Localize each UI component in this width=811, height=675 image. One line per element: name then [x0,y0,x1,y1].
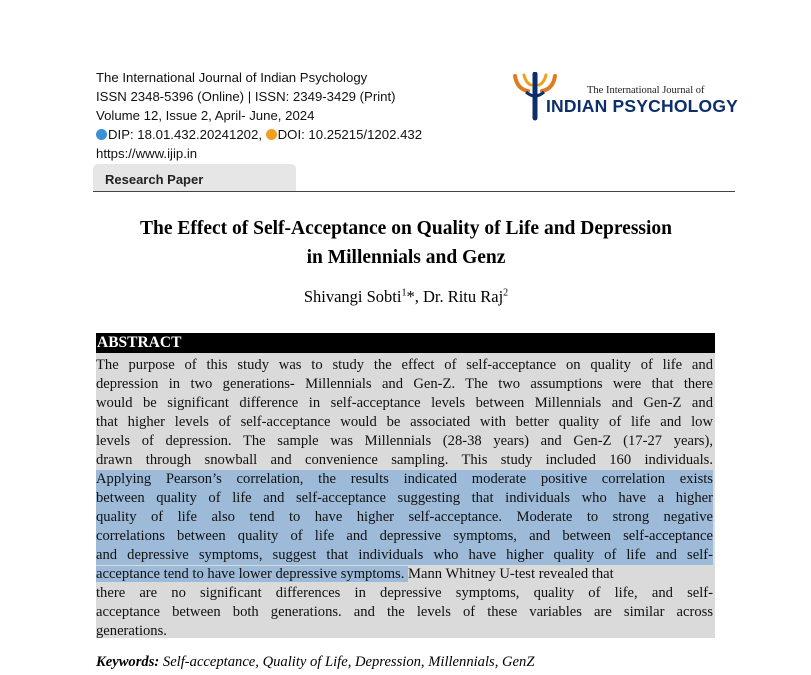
journal-header-info [96,68,422,163]
abstract-line: there are no significant differences in depressive symptoms, quality of life, and self- [96,585,713,601]
author-1-affiliation: 1 [401,287,407,299]
doi-icon [266,129,277,140]
abstract-line-highlighted: Applying Pearson’s correlation, the results indicated moderate positive correlation exists [96,471,713,487]
author-1: Shivangi Sobti [303,287,402,306]
journal-url-link[interactable]: https://www.ijip.in [96,146,198,161]
abstract-line-highlighted: between quality of life and self-acceptance suggesting that individuals who have a higher [96,490,713,506]
abstract-line: would be significant difference in self-acceptance levels between Millennials and Gen-Z and [96,395,713,411]
dip-icon [96,129,107,140]
abstract-line-mixed [96,565,713,584]
author-1-corresponding-mark: * [406,287,415,306]
abstract-line: drawn through snowball and convenience sampling. This study included 160 individuals. [96,452,713,468]
highlighted-text: acceptance tend to have lower depressive symptoms. [96,566,409,582]
dip-link[interactable]: DIP: 18.01.432.20241202, [108,127,262,142]
author-2-affiliation: 2 [503,287,509,299]
issn-line: ISSN 2348-5396 (Online) | ISSN: 2349-3429 (Print) [96,89,396,104]
abstract-line-highlighted: correlations between quality of life and depressive symptoms, and between self-acceptance [96,528,713,544]
abstract-line: The purpose of this study was to study the effect of self-acceptance on quality of life and [96,357,713,373]
journal-logo [512,72,739,122]
keywords-label: Keywords: [96,654,160,670]
paper-type-label: Research Paper [105,172,204,187]
journal-name: The International Journal of Indian Psychology [96,70,368,85]
abstract-line: acceptance between both generations. and the levels of these variables are similar across [96,604,713,620]
header-divider [93,191,735,192]
abstract-heading: ABSTRACT [96,333,715,353]
author-separator: , [414,287,423,306]
doi-line [96,125,422,144]
volume-line: Volume 12, Issue 2, April- June, 2024 [96,108,315,123]
keywords [96,654,534,671]
paper-title-line-2: in Millennials and Genz [306,247,506,268]
author-list [96,287,716,307]
abstract-line: generations. [96,623,167,639]
paper-title-line-1: The Effect of Self-Acceptance on Quality of Life and Depression [139,218,673,239]
plain-text: Mann Whitney U-test revealed that [408,566,614,582]
paper-title [96,214,716,272]
abstract-line-highlighted: quality of life also tend to have higher self-acceptance. Moderate to strong negative [96,509,713,525]
doi-link[interactable]: DOI: 10.25215/1202.432 [277,127,423,142]
abstract-line-highlighted: and depressive symptoms, suggest that individuals who have higher quality of life and self- [96,547,713,563]
abstract-line: levels of depression. The sample was Millennials (28-38 years) and Gen-Z (17-27 years), [96,433,713,449]
abstract-line: that higher levels of self-acceptance would be associated with better quality of life and low [96,414,713,430]
keywords-value: Self-acceptance, Quality of Life, Depression, Millennials, GenZ [162,654,535,670]
author-2: Dr. Ritu Raj [422,287,504,306]
abstract-line: depression in two generations- Millennials and Gen-Z. The two assumptions were that there [96,376,713,392]
logo-top-text: The International Journal of [587,85,705,96]
logo-main-text: INDIAN PSYCHOLOGY [546,96,739,116]
